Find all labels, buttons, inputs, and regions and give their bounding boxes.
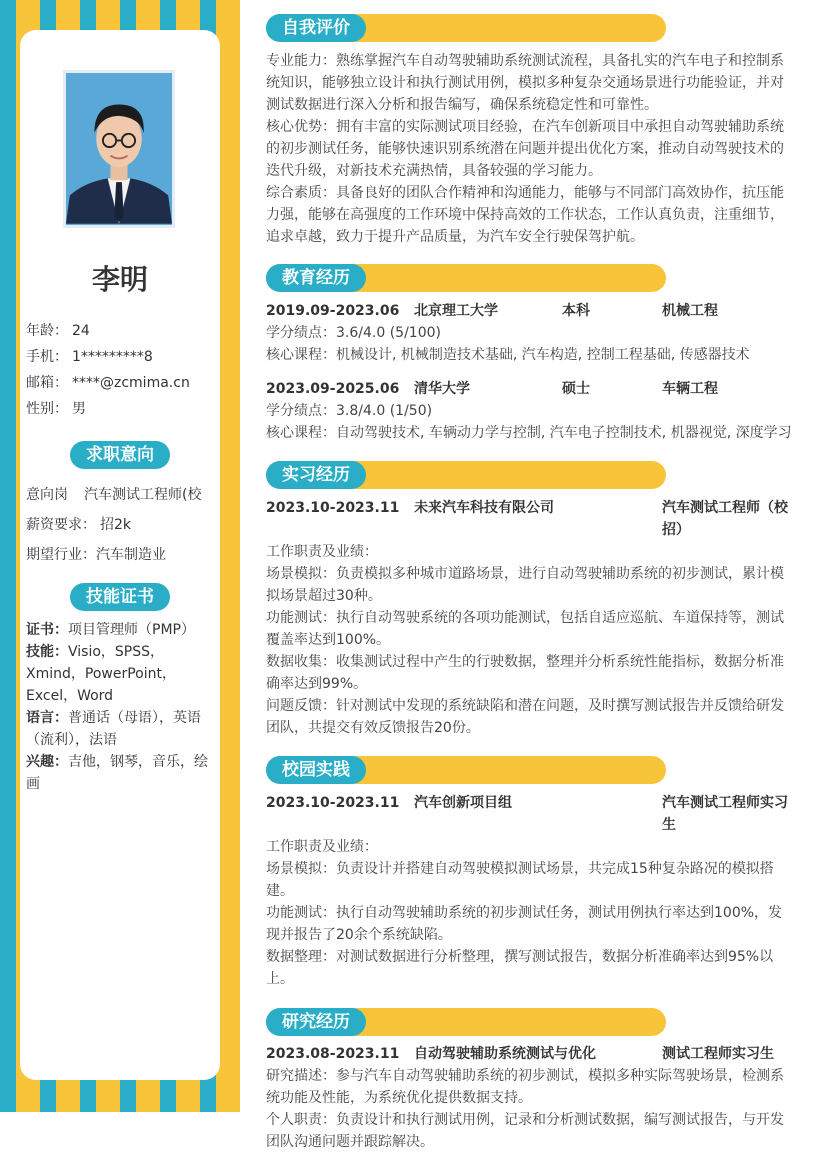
basic-info — [26, 318, 218, 422]
entry-line: 核心课程：机械设计, 机械制造技术基础, 汽车构造, 控制工程基础, 传感器技术 — [266, 347, 750, 363]
entry-role: 汽车测试工程师（校招） — [662, 500, 788, 538]
section-header-internship — [266, 461, 666, 489]
entry-period: 2023.09-2025.06 — [266, 381, 400, 397]
entry-header — [266, 378, 796, 400]
skill-hobby — [26, 751, 214, 795]
entry-period: 2023.10-2023.11 — [266, 795, 400, 811]
entry-period: 2019.09-2023.06 — [266, 303, 400, 319]
entry-line: 核心课程：自动驾驶技术, 车辆动力学与控制, 汽车电子控制技术, 机器视觉, 深度学习 — [266, 425, 792, 441]
section-title: 实习经历 — [266, 461, 366, 489]
entry-line: 学分绩点：3.6/4.0 (5/100) — [266, 325, 441, 341]
entry-role: 汽车测试工程师实习生 — [662, 795, 788, 833]
section-header-research — [266, 1008, 666, 1036]
self-eval-paragraph: 核心优势：拥有丰富的实际测试项目经验，在汽车创新项目中承担自动驾驶辅助系统的初步测试任务，能够快速识别系统潜在问题并提出优化方案，推动自动驾驶技术的迭代升级，对新技术充满热情，具备较强的学习能力。 — [266, 119, 784, 179]
entry-line: 功能测试：执行自动驾驶系统的各项功能测试，包括自适应巡航、车道保持等，测试覆盖率达到100%。 — [266, 610, 784, 648]
section-header-self-eval — [266, 14, 666, 42]
skill-value: 项目管理师（PMP） — [68, 622, 195, 638]
entry-line: 研究描述：参与汽车自动驾驶辅助系统的初步测试，模拟多种实际驾驶场景，检测系统功能及性能，为系统优化提供数据支持。 — [266, 1068, 784, 1106]
section-header-education — [266, 264, 666, 292]
section-title: 研究经历 — [266, 1008, 366, 1036]
skill-value: 普通话（母语），英语（流利），法语 — [26, 710, 201, 748]
intent-row-salary — [26, 510, 218, 540]
internship-entry — [266, 497, 796, 739]
intent-title: 求职意向 — [70, 441, 170, 469]
entry-line: 场景模拟：负责设计并搭建自动驾驶模拟测试场景，共完成15种复杂路况的模拟搭建。 — [266, 861, 774, 899]
entry-org: 汽车创新项目组 — [414, 795, 512, 811]
profile-photo — [63, 70, 175, 228]
skill-language — [26, 707, 214, 751]
skills-list — [26, 619, 214, 795]
sidebar-card — [20, 30, 220, 1080]
entry-major: 车辆工程 — [662, 381, 718, 397]
self-eval-text — [266, 50, 796, 248]
skill-tools — [26, 641, 214, 707]
sidebar-stripes — [0, 0, 240, 1112]
info-row-email — [26, 370, 218, 396]
intent-value: 汽车测试工程师(校 — [84, 487, 202, 503]
entry-role: 测试工程师实习生 — [662, 1046, 774, 1062]
intent-value: 汽车制造业 — [96, 547, 166, 563]
self-eval-paragraph: 专业能力：熟练掌握汽车自动驾驶辅助系统测试流程，具备扎实的汽车电子和控制系统知识，能够独立设计和执行测试用例，模拟多种复杂交通场景进行功能验证，并对测试数据进行深入分析和报告编写，确保系统稳定性和可靠性。 — [266, 53, 784, 113]
info-row-gender — [26, 396, 218, 422]
section-title: 校园实践 — [266, 756, 366, 784]
entry-line: 个人职责：负责设计和执行测试用例，记录和分析测试数据，编写测试报告，与开发团队沟通问题并跟踪解决。 — [266, 1112, 784, 1150]
skill-label: 语言： — [26, 710, 68, 726]
skill-label: 兴趣： — [26, 754, 68, 770]
entry-major: 机械工程 — [662, 303, 718, 319]
intent-row-industry — [26, 540, 218, 570]
info-label: 年龄： — [26, 323, 68, 339]
section-title: 教育经历 — [266, 264, 366, 292]
entry-project: 自动驾驶辅助系统测试与优化 — [414, 1046, 596, 1062]
info-value: ****@zcmima.cn — [72, 375, 190, 391]
section-header-campus — [266, 756, 666, 784]
entry-line: 数据整理：对测试数据进行分析整理，撰写测试报告，数据分析准确率达到95%以上。 — [266, 949, 774, 987]
entry-header — [266, 497, 796, 541]
entry-line: 问题反馈：针对测试中发现的系统缺陷和潜在问题，及时撰写测试报告并反馈给研发团队，共提交有效反馈报告20份。 — [266, 698, 784, 736]
entry-header — [266, 1043, 796, 1065]
education-entry — [266, 378, 796, 444]
entry-line: 数据收集：收集测试过程中产生的行驶数据，整理并分析系统性能指标，数据分析准确率达到99%。 — [266, 654, 784, 692]
info-label: 手机： — [26, 349, 68, 365]
education-entry — [266, 300, 796, 366]
skill-value: Visio，SPSS，Xmind，PowerPoint，Excel，Word — [26, 644, 176, 704]
entry-line: 工作职责及业绩： — [266, 839, 378, 855]
entry-line: 工作职责及业绩： — [266, 544, 378, 560]
skill-certificate — [26, 619, 214, 641]
entry-line: 功能测试：执行自动驾驶辅助系统的初步测试任务，测试用例执行率达到100%，发现并报告了20余个系统缺陷。 — [266, 905, 783, 943]
section-title: 自我评价 — [266, 14, 366, 42]
skill-label: 技能： — [26, 644, 68, 660]
entry-org: 未来汽车科技有限公司 — [414, 500, 554, 516]
intent-value: 招2k — [100, 517, 132, 533]
skills-title: 技能证书 — [70, 583, 170, 611]
entry-line: 场景模拟：负责模拟多种城市道路场景，进行自动驾驶辅助系统的初步测试，累计模拟场景超过30种。 — [266, 566, 784, 604]
entry-header — [266, 792, 796, 836]
info-label: 邮箱： — [26, 375, 68, 391]
entry-school: 北京理工大学 — [414, 303, 498, 319]
entry-line: 学分绩点：3.8/4.0 (1/50) — [266, 403, 433, 419]
entry-header — [266, 300, 796, 322]
info-row-phone — [26, 344, 218, 370]
self-eval-paragraph: 综合素质：具备良好的团队合作精神和沟通能力，能够与不同部门高效协作，抗压能力强，能够在高强度的工作环境中保持高效的工作状态，工作认真负责，注重细节，追求卓越，致力于提升产品质量，为汽车安全行驶保驾护航。 — [266, 185, 784, 245]
skill-label: 证书： — [26, 622, 68, 638]
entry-period: 2023.08-2023.11 — [266, 1046, 400, 1062]
info-row-age — [26, 318, 218, 344]
campus-entry — [266, 792, 796, 990]
research-entry — [266, 1043, 796, 1153]
info-value: 1*********8 — [72, 349, 153, 365]
skill-value: 吉他，钢琴，音乐，绘画 — [26, 754, 208, 792]
intent-row-position — [26, 480, 218, 510]
entry-school: 清华大学 — [414, 381, 470, 397]
candidate-name: 李明 — [91, 263, 148, 296]
info-label: 性别： — [26, 401, 68, 417]
info-value: 男 — [72, 401, 86, 417]
intent-label: 期望行业： — [26, 547, 96, 563]
intent-label: 意向岗 — [26, 487, 68, 503]
entry-period: 2023.10-2023.11 — [266, 500, 400, 516]
intent-label: 薪资要求： — [26, 517, 96, 533]
job-intent — [26, 480, 218, 570]
entry-degree: 硕士 — [562, 381, 590, 397]
info-value: 24 — [72, 323, 90, 339]
entry-degree: 本科 — [562, 303, 590, 319]
